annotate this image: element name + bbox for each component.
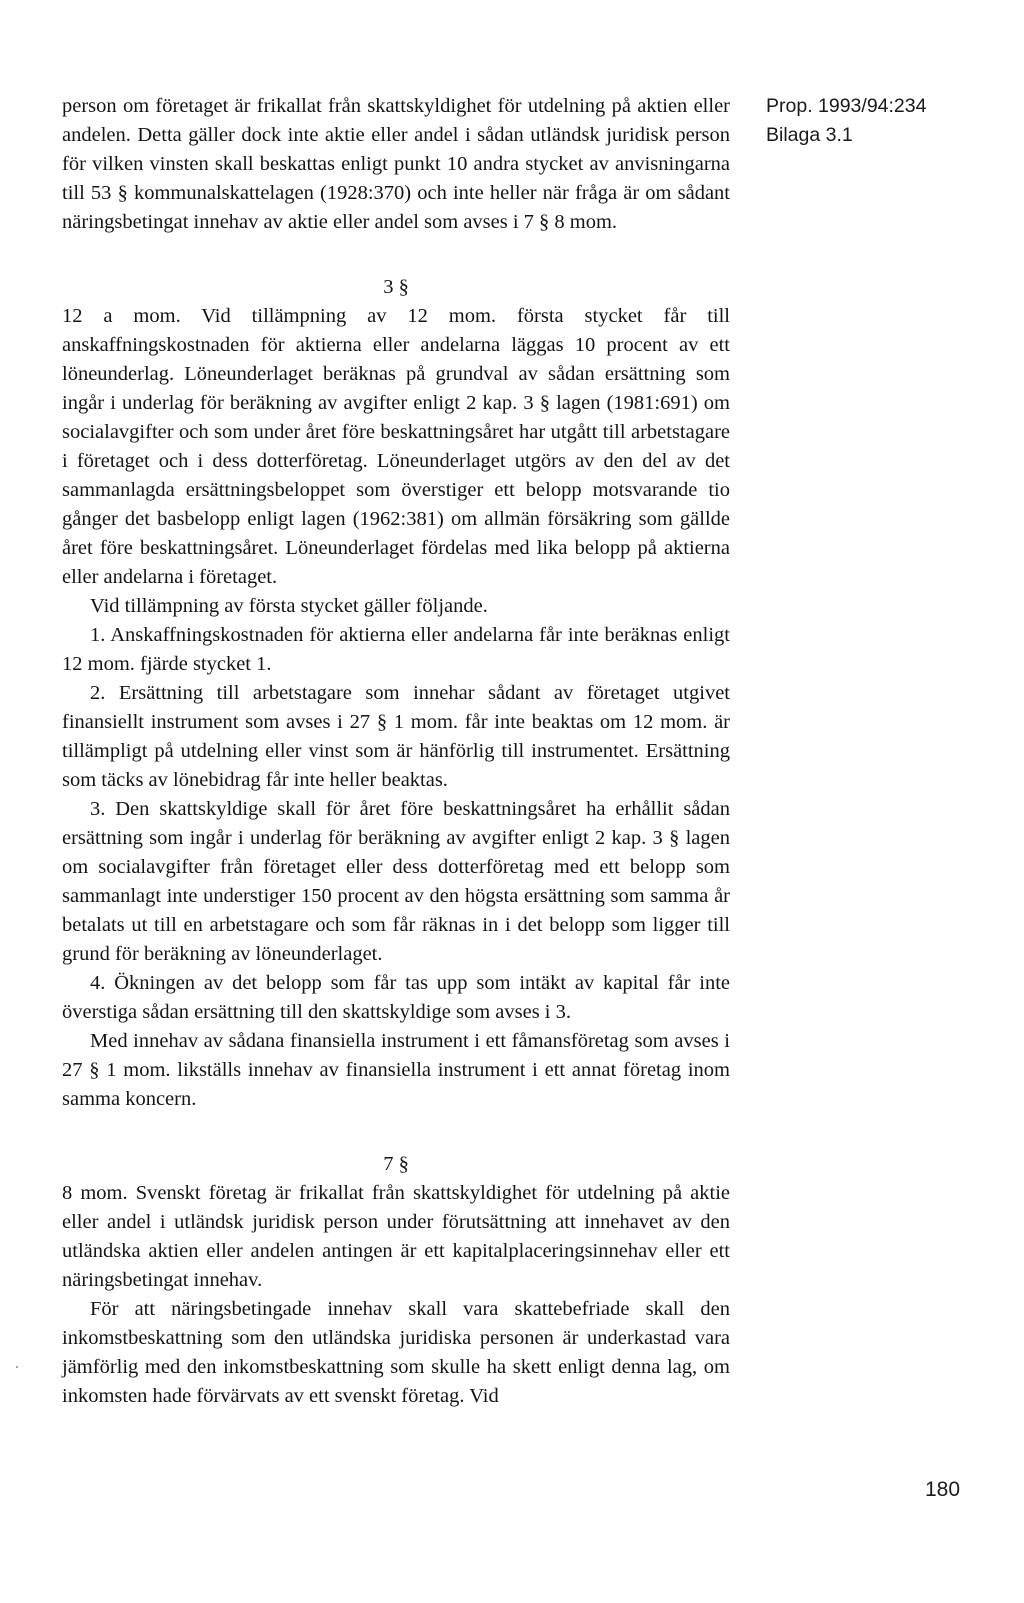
paragraph-12a-mom: 12 a mom. Vid tillämpning av 12 mom. första stycket får till anskaffningskostnaden för aktierna eller andelarna läggas 10 procent av ett löneunderlag. Löneunderlaget beräknas på grundval av sådan ersättning som ingår i underlag för beräkning av avgifter enligt 2 kap. 3 § lagen (1981:691) om socialavgifter och som under året före beskattningsåret har utgått till arbetstagare i företaget och i dess dotterföretag. Löneunderlaget utgörs av den del av det sammanlagda ersättningsbeloppet som överstiger ett belopp motsvarande tio gånger det basbelopp enligt lagen (1962:381) om allmän försäkring som gällde året före beskattningsåret. Löneunderlaget fördelas med lika belopp på aktierna eller andelarna i företaget. [62, 305, 730, 588]
scan-speck [16, 1366, 18, 1368]
page-number: 180 [925, 1478, 961, 1501]
list-item-1: 1. Anskaffningskostnaden för aktierna eller andelarna får inte beräknas enligt 12 mom. fjärde stycket 1. [62, 624, 730, 675]
list-item-4: 4. Ökningen av det belopp som får tas upp som intäkt av kapital får inte överstiga sådan ersättning till den skattskyldige som avses i 3. [62, 972, 730, 1023]
appendix-reference: Bilaga 3.1 [766, 124, 853, 146]
list-item-2: 2. Ersättning till arbetstagare som innehar sådant av företaget utgivet finansiellt instrument som avses i 27 § 1 mom. får inte beaktas om 12 mom. är tillämpligt på utdelning eller vinst som är hänförlig till instrumentet. Ersättning som täcks av lönebidrag får inte heller beaktas. [62, 682, 730, 791]
paragraph-continuation: person om företaget är frikallat från skattskyldighet för utdelning på aktien eller andelen. Detta gäller dock inte aktie eller andel i sådan utländsk juridisk person för vilken vinsten skall beskattas enligt punkt 10 andra stycket av anvisningarna till 53 § kommunalskattelagen (1928:370) och inte heller när fråga är om sådant näringsbetingat innehav av aktie eller andel som avses i 7 § 8 mom. [62, 95, 730, 233]
main-text-column [62, 92, 730, 1411]
paragraph-business-holdings: För att näringsbetingade innehav skall vara skattebefriade skall den inkomstbeskattning som den utländska juridiska personen är underkastad vara jämförlig med den inkomstbeskattning som skulle ha skett enligt denna lag, om inkomsten hade förvärvats av ett svenskt företag. Vid [62, 1298, 730, 1407]
section-heading-3: 3 § [383, 276, 409, 298]
section-heading-7: 7 § [383, 1153, 409, 1175]
margin-reference [766, 92, 926, 150]
list-item-3: 3. Den skattskyldige skall för året före beskattningsåret ha erhållit sådan ersättning som ingår i underlag för beräkning av avgifter enligt 2 kap. 3 § lagen om socialavgifter från företaget eller dess dotterföretag med ett belopp som sammanlagt inte understiger 150 procent av den högsta ersättning som samma år betalats ut till en arbetstagare och som får räknas in i det belopp som ligger till grund för beräkning av löneunderlaget. [62, 798, 730, 965]
paragraph-group-holding: Med innehav av sådana finansiella instrument i ett fåmansföretag som avses i 27 § 1 mom. likställs innehav av finansiella instrument i ett annat företag inom samma koncern. [62, 1030, 730, 1110]
proposition-reference: Prop. 1993/94:234 [766, 95, 927, 117]
paragraph-conditions-intro: Vid tillämpning av första stycket gäller följande. [90, 595, 488, 617]
paragraph-8-mom: 8 mom. Svenskt företag är frikallat från skattskyldighet för utdelning på aktie eller andel i utländsk juridisk person under förutsättning att innehavet av den utländska aktien eller andelen antingen är ett kapitalplaceringsinnehav eller ett näringsbetingat innehav. [62, 1182, 730, 1291]
